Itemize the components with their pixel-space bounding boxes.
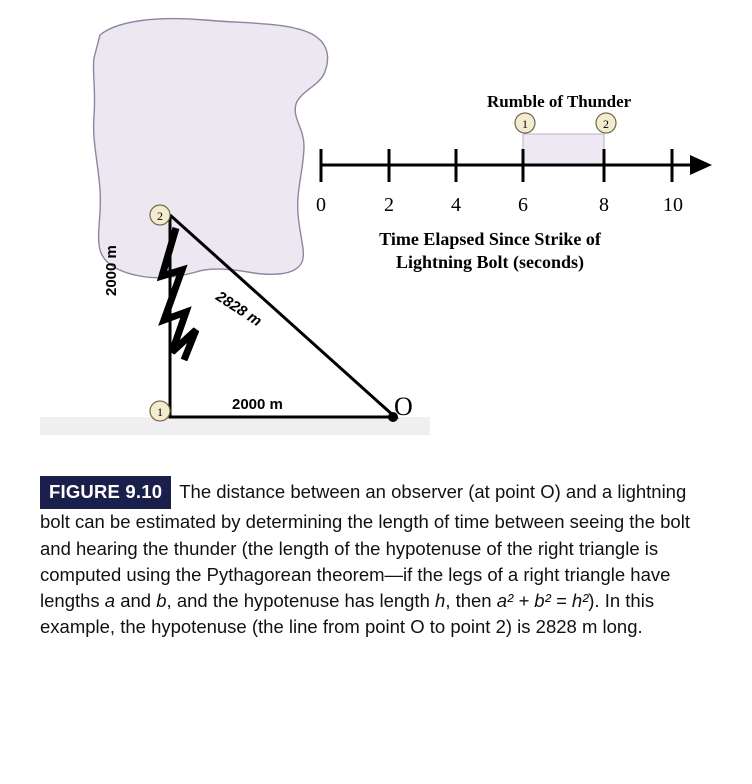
figure-caption — [40, 476, 716, 641]
tick-label-4: 4 — [451, 194, 461, 216]
figure-number-tag: FIGURE 9.10 — [40, 476, 171, 509]
caption-text-part-3: , and the hypotenuse has length — [166, 590, 436, 612]
axis-caption-line-1: Time Elapsed Since Strike of — [379, 229, 601, 249]
storm-cloud-shape — [93, 19, 327, 278]
caption-text-part-4: , then — [445, 590, 497, 612]
observer-point-label: O — [394, 392, 413, 421]
caption-text-part-2: and — [115, 590, 157, 612]
caption-hyp-h: h — [435, 590, 446, 612]
caption-leg-b: b — [156, 590, 167, 612]
marker-2-label-timeline: 2 — [603, 117, 609, 131]
timeline-arrow-head — [690, 155, 712, 175]
caption-leg-a: a — [104, 590, 116, 612]
vertical-leg-label: 2000 m — [103, 245, 120, 296]
hypotenuse-label: 2828 m — [212, 288, 265, 330]
thunder-interval-shading — [523, 134, 604, 165]
caption-equation: a² + b² = h² — [496, 590, 589, 612]
tick-label-8: 8 — [599, 194, 609, 216]
caption-text-part-5: ). In this example, the hypotenuse (the line from point O to point 2) is 2828 m long. — [40, 590, 655, 638]
axis-caption-line-2: Lightning Bolt (seconds) — [395, 251, 585, 272]
tick-label-10: 10 — [663, 194, 683, 216]
axis-caption — [320, 228, 660, 273]
marker-1-label-triangle: 1 — [157, 405, 163, 419]
tick-label-2: 2 — [384, 194, 394, 216]
base-leg-label: 2000 m — [232, 396, 283, 413]
marker-2-label-triangle: 2 — [157, 209, 163, 223]
tick-label-0: 0 — [316, 194, 326, 216]
marker-1-label-timeline: 1 — [522, 117, 528, 131]
tick-label-6: 6 — [518, 194, 528, 216]
ground-strip — [40, 417, 430, 435]
rumble-of-thunder-title: Rumble of Thunder — [487, 92, 632, 111]
caption-text-part-1: The distance between an observer (at point O) and a lightning bolt can be estimated by determining the length of time between seeing the bolt and hearing the thunder (the length of the hypotenuse of the right triangle is computed using the Pythagorean theorem—if the legs of a right triangle have lengths — [40, 481, 690, 612]
